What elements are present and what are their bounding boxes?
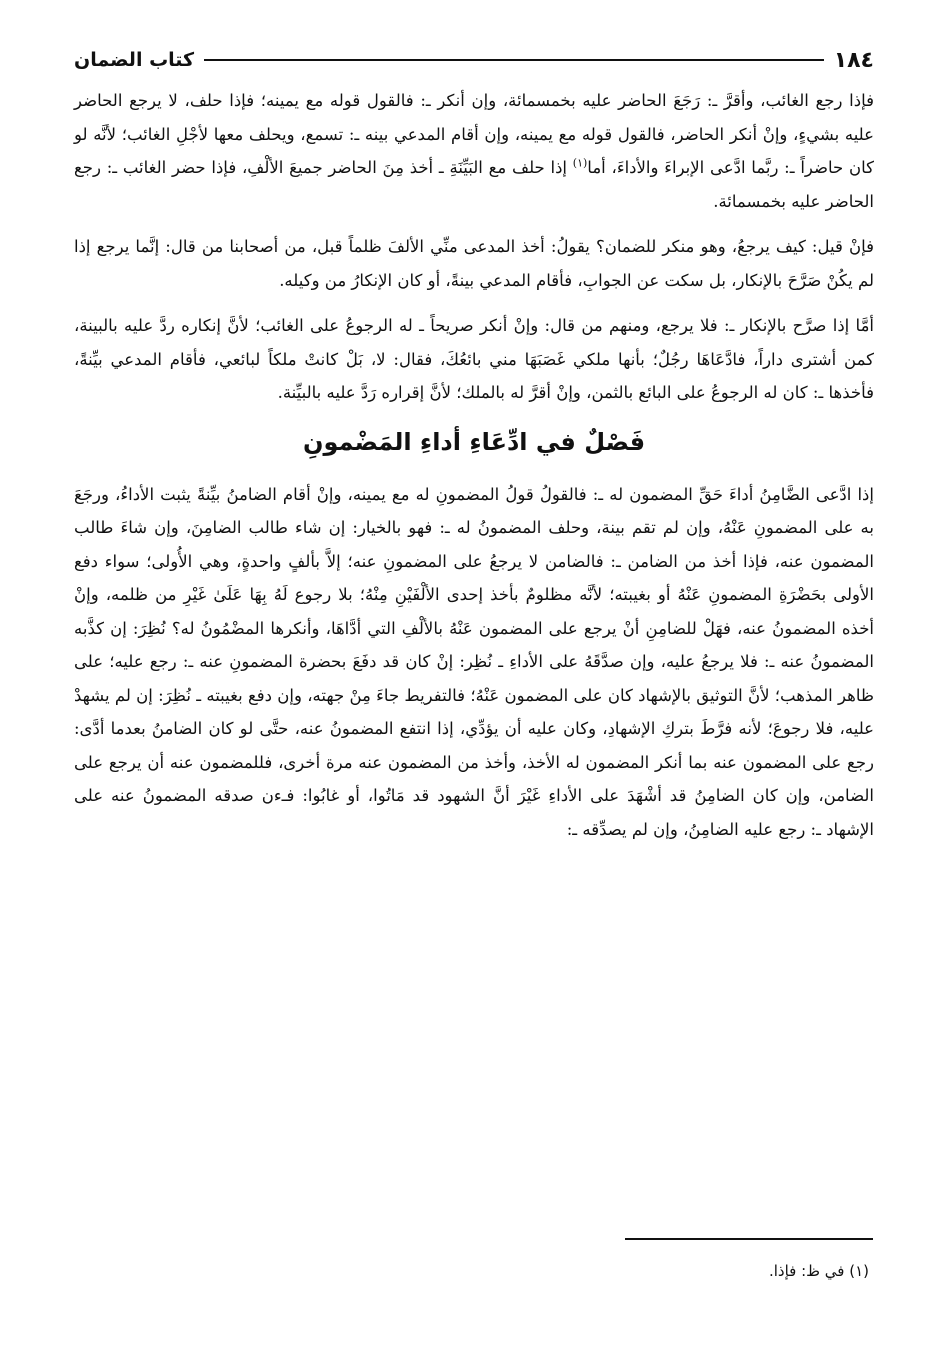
paragraph-1-tail: إذا حلف مع البَيِّنَةِ ـ أخذ مِنَ الحاضر جميعَ الألْفِ، فإذا حضر الغائب ـ: رجع الحاضر عليه بخمسمائة. — [74, 158, 874, 211]
book-title: كتاب الضمان — [74, 49, 195, 71]
main-text — [74, 84, 874, 846]
header-rule — [204, 59, 824, 61]
section-paragraph: إذا ادَّعى الضَّامِنُ أداءَ حَقِّ المضمون له ـ: فالقولُ قولُ المضمونِ له مع يمينه، وإنْ أقام الضامنُ بيِّنةً يثبت الأداءُ، ورجَعَ به على المضمونِ عَنْهُ، وإن لم تقم بينة، وحلف المضمونُ له ـ: فهو بالخيار: إن شاء طالب الضامِنَ، وإن شاءَ طالب المضمون عنه، فإذا أخذ من الضامن ـ: فالضامن لا يرجعُ على المضمونِ عنه؛ إلاَّ بألفٍ واحدةٍ، وهي الأُولى؛ سواء دفع الأولى بحَضْرَةِ المضمونِ عَنْهُ أو بغيبته؛ لأنَّه مظلومٌ بأخذ إحدى الألْفَيْنِ مِنْهُ؛ بلا رجوع لَهُ بِهَا عَلَىٰ غَيْرِ من ظلمه، وإنْ أخذه المضمونُ عنه، فهَلْ للضامِنِ أنْ يرجع على المضمون عَنْهُ بالألْفِ التي أدَّاهَا، وأنكرها المضْمُونُ له؟ نُظِرَ: إن كذَّبه المضمونُ عنه ـ: فلا يرجعُ عليه، وإن صدَّقَهُ على الأداءِ ـ نُظِر: إنْ كان قد دفَعَ بحضرة المضمونِ عنه ـ: رجع عليه؛ على ظاهر المذهب؛ لأنَّ التوثيق بالإشهاد كان على المضمون عَنْهُ؛ فالتفريط جاءَ مِنْ جهته، وإن دفع بغيبته ـ نُظِرَ: إن لم يشهدْ عليه، فلا رجوعَ؛ لأنه فرَّطَ بتركِ الإشهادِ، وكان عليه أن يؤدِّي، إذا انتفع المضمونُ عنه، حتَّى لو كان الضامنُ بعدما أدَّى: رجع على المضمون عنه بما أنكر المضمون له الأخذ، وأخذ من المضمون عنه مرة أخرى، فللمضمون عنه أن يرجع على الضامن، وإن كان الضامِنُ قد أشْهَدَ على الأداءِ غَيْرَ أنَّ الشهود قد مَاتُوا، أو غابُوا: فـءن صدقه المضمونُ عنه على الإشهاد ـ: رجع عليه الضامِنُ، وإن لم يصدِّقه ـ: — [74, 484, 874, 839]
paragraph-3: أمَّا إذا صرَّح بالإنكار ـ: فلا يرجع، ومنهم من قال: وإنْ أنكر صريحاً ـ له الرجوعُ على الغائب؛ لأنَّ إنكاره ردَّ عليه بالبينة، كمن أشترى داراً، فادَّعَاهَا رجُلٌ؛ بأنها ملكي غَصَبَهَا مني بائعُكَ، فقال: لا، بَلْ كانتْ ملكاً لبائعي، فأقام المدعي بيِّنةً، فأخذها ـ: كان له الرجوعُ على البائع بالثمن، وإنْ أقرَّ له بالملك؛ لأنَّ إقراره رَدَّ عليه بالبيِّنة. — [74, 316, 874, 402]
book-page — [74, 44, 874, 846]
paragraph-2: فإنْ قيل: كيف يرجعُ، وهو منكر للضمان؟ يقولُ: أخذ المدعى منِّي الألفَ ظلماً قبل، من أصحابنا من قال: إنَّما يرجع إذا لم يكُنْ صَرَّحَ بالإنكار، بل سكت عن الجوابِ، فأقام المدعي بينةً، أو كان الإنكارُ من وكيله. — [74, 237, 874, 290]
footnote-marker: (١) — [572, 156, 588, 170]
footnote: (١) في ظ: فإذا. — [768, 1262, 869, 1280]
paragraph-1 — [74, 84, 874, 218]
paragraph-1-text: فإذا رجع الغائب، وأقرَّ ـ: رَجَعَ الحاضر عليه بخمسمائة، وإن أنكر ـ: فالقول قوله مع يمينه؛ فإذا حلف، لا يرجع الحاضر عليه بشيءٍ، وإنْ أنكر الحاضر، فالقول قوله مع يمينه، وإن أقام المدعي بينه ـ: تسمع، ويحلف معها لأجْلِ الغائب؛ لأنَّه لو كان حاضراً ـ: ربَّما ادَّعى الإبراءَ والأداءَ، أما — [74, 91, 875, 177]
footnote-rule — [625, 1238, 873, 1240]
section-heading: فَصْلٌ في ادِّعَاءِ أداءِ المَضْمونِ — [302, 427, 646, 456]
page-number: ١٨٤ — [833, 47, 874, 73]
running-header — [74, 44, 874, 76]
